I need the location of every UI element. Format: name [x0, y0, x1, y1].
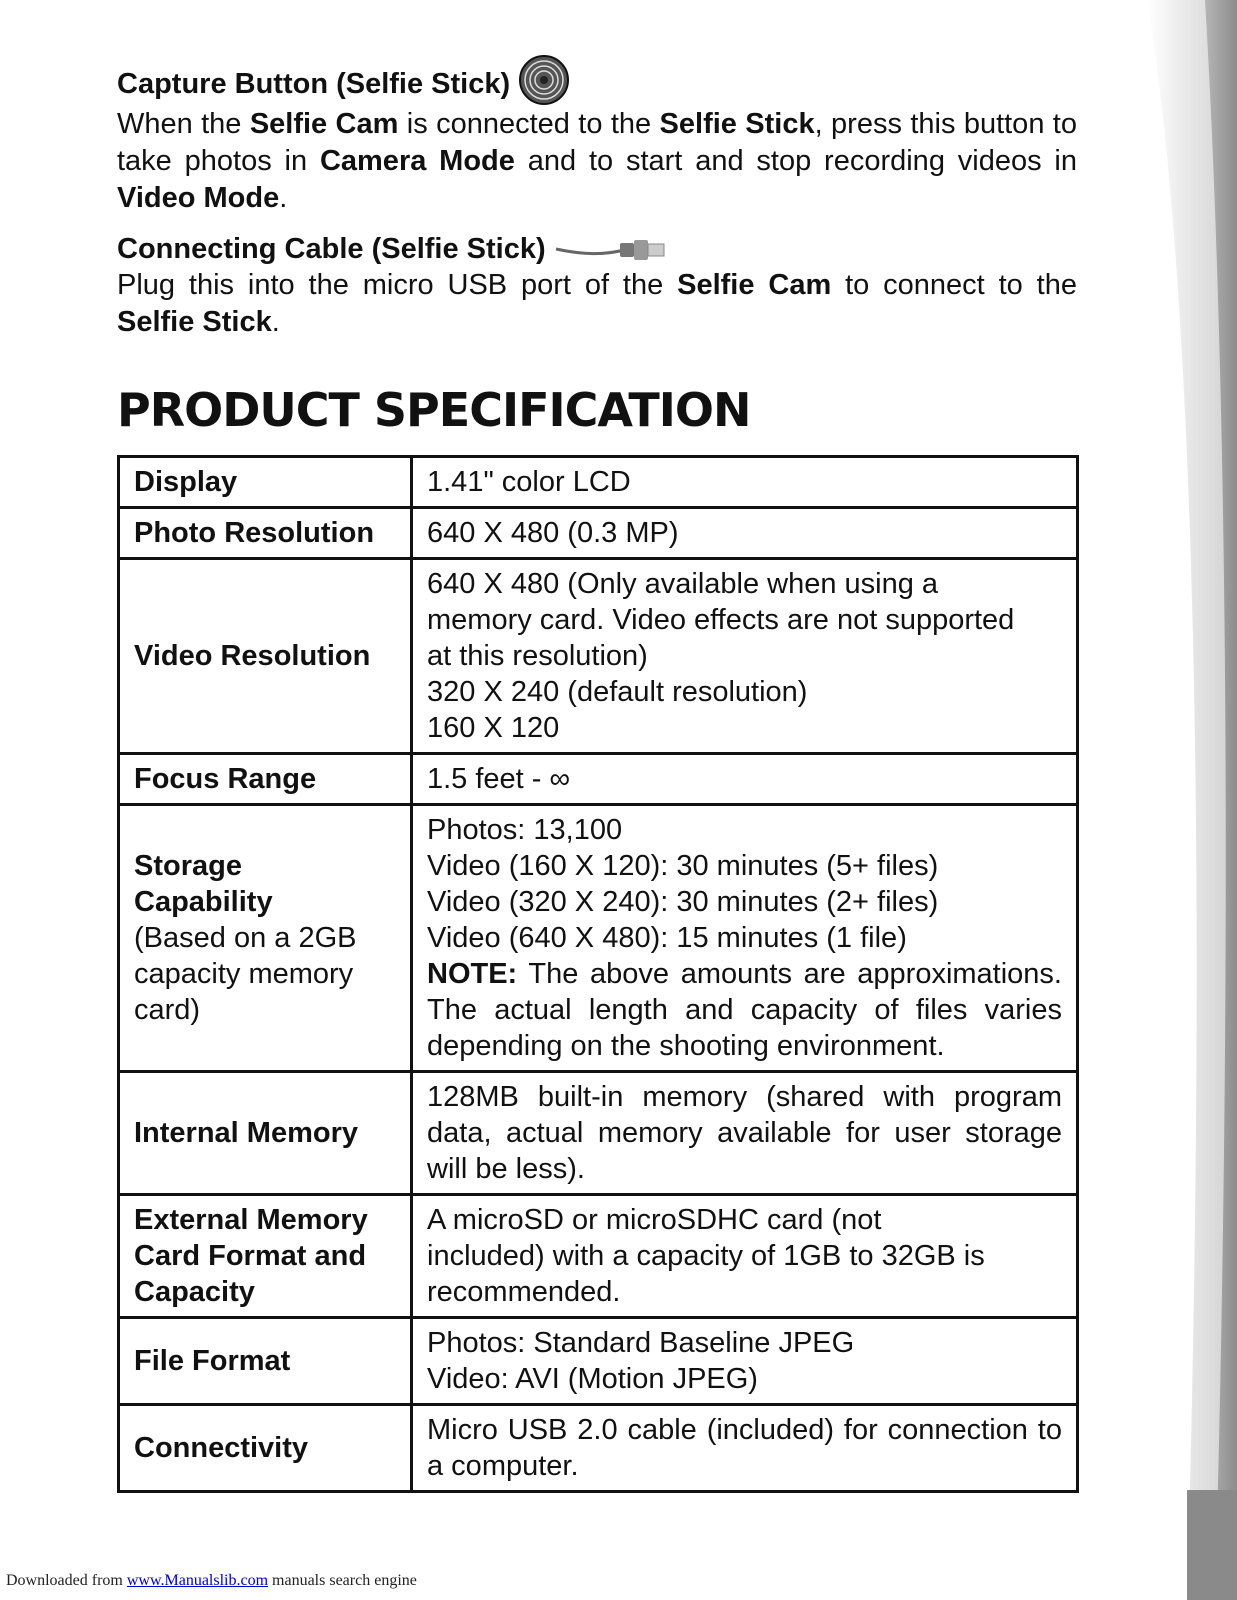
spec-value: [412, 1072, 1078, 1195]
bold-term: Selfie Stick: [659, 108, 815, 140]
connecting-cable-description: [117, 267, 1077, 341]
footer: [6, 1572, 417, 1590]
spec-value-line: 1.5 feet - ∞: [427, 763, 571, 795]
spec-label: [119, 559, 412, 754]
spec-value-line: 1.41" color LCD: [427, 466, 631, 498]
spec-note: [427, 956, 1062, 1064]
spec-label-line: External Memory: [134, 1204, 368, 1236]
text-run: When the: [117, 108, 250, 140]
text-run: is connected to the: [398, 108, 660, 140]
spec-value: [412, 1405, 1078, 1492]
spec-label: [119, 508, 412, 559]
spec-label-note: capacity memory: [134, 958, 354, 990]
spec-value-text: Micro USB 2.0 cable (included) for connection to a computer.: [427, 1414, 1062, 1482]
spec-label-line: Capability: [134, 886, 273, 918]
specification-table: [117, 455, 1079, 1493]
capture-button-icon: [518, 54, 570, 106]
spec-value: [412, 559, 1078, 754]
connecting-cable-title: [117, 231, 1077, 267]
capture-button-title: [117, 62, 1077, 106]
text-run: and to start and stop recording videos in: [514, 145, 1077, 177]
spec-value: [412, 805, 1078, 1072]
spec-label-line: Photo Resolution: [134, 517, 375, 549]
page-number: 5: [1107, 1522, 1123, 1552]
text-run: , press this button to take photos in: [117, 108, 1077, 177]
spec-value-line: Photos: Standard Baseline JPEG: [427, 1327, 855, 1359]
spec-label-note: (Based on a 2GB: [134, 922, 357, 954]
spec-label-line: Card Format and: [134, 1240, 367, 1272]
spec-row: [119, 1072, 1078, 1195]
spec-label-line: Connectivity: [134, 1432, 309, 1464]
spec-row: [119, 559, 1078, 754]
spec-label: [119, 805, 412, 1072]
note-label: NOTE:: [427, 958, 518, 990]
capture-button-description: [117, 106, 1077, 217]
bold-term: Selfie Cam: [677, 269, 832, 301]
spec-value-line: 640 X 480 (0.3 MP): [427, 517, 679, 549]
spec-row: [119, 457, 1078, 508]
spec-value-line: memory card. Video effects are not supported: [427, 604, 1015, 636]
spec-value-line: 640 X 480 (Only available when using a: [427, 568, 939, 600]
spec-value-line: Video (640 X 480): 15 minutes (1 file): [427, 922, 907, 954]
spec-row: [119, 1318, 1078, 1405]
spec-value-line: at this resolution): [427, 640, 648, 672]
spec-label-note: card): [134, 994, 201, 1026]
spec-label-line: Video Resolution: [134, 640, 371, 672]
connecting-cable-title-text: Connecting Cable (Selfie Stick): [117, 233, 546, 265]
spec-value-line: Photos: 13,100: [427, 814, 623, 846]
spec-label-line: File Format: [134, 1345, 291, 1377]
bold-term: Camera Mode: [319, 145, 515, 177]
spec-value-line: 320 X 240 (default resolution): [427, 676, 808, 708]
text-run: .: [279, 182, 288, 214]
capture-button-title-text: Capture Button (Selfie Stick): [117, 68, 511, 100]
spec-value: [412, 1195, 1078, 1318]
spec-value-line: recommended.: [427, 1276, 621, 1308]
spec-row: [119, 754, 1078, 805]
spec-label: [119, 1195, 412, 1318]
spec-label-line: Focus Range: [134, 763, 317, 795]
note-text: The above amounts are approximations. The actual length and capacity of files varies depending on the shooting environment.: [427, 958, 1062, 1062]
manualslib-link[interactable]: www.Manualslib.com: [126, 1572, 269, 1589]
bold-term: Selfie Stick: [117, 306, 272, 338]
spec-value: [412, 1318, 1078, 1405]
spec-value: [412, 457, 1078, 508]
spec-label: [119, 457, 412, 508]
spec-row: [119, 1195, 1078, 1318]
usb-cable-icon: [554, 233, 672, 265]
footer-suffix: manuals search engine: [268, 1572, 417, 1589]
bold-term: Video Mode: [117, 182, 280, 214]
bold-term: Selfie Cam: [249, 108, 399, 140]
spec-label-line: Storage: [134, 850, 242, 882]
spec-label: [119, 754, 412, 805]
page-content: [117, 62, 1077, 1493]
text-run: to connect to the: [831, 269, 1077, 301]
product-specification-heading: PRODUCT SPECIFICATION: [117, 383, 751, 437]
spec-label: [119, 1405, 412, 1492]
text-run: Plug this into the micro USB port of the: [117, 269, 678, 301]
spec-label-line: Display: [134, 466, 238, 498]
spec-value-line: Video (160 X 120): 30 minutes (5+ files): [427, 850, 939, 882]
text-run: .: [271, 306, 280, 338]
spec-value-text: 128MB built-in memory (shared with program data, actual memory available for user storage will be less).: [427, 1081, 1062, 1185]
footer-prefix: Downloaded from: [6, 1572, 127, 1589]
spec-value-line: Video: AVI (Motion JPEG): [427, 1363, 758, 1395]
spec-label: [119, 1318, 412, 1405]
spec-value: [412, 508, 1078, 559]
spec-row: [119, 508, 1078, 559]
spec-label: [119, 1072, 412, 1195]
spec-value-line: 160 X 120: [427, 712, 560, 744]
spec-label-line: Capacity: [134, 1276, 255, 1308]
page-edge-swoosh: [1087, 0, 1237, 1600]
spec-value-line: A microSD or microSDHC card (not: [427, 1204, 882, 1236]
spec-value-line: Video (320 X 240): 30 minutes (2+ files): [427, 886, 939, 918]
spec-row: [119, 1405, 1078, 1492]
spec-value-line: included) with a capacity of 1GB to 32GB is: [427, 1240, 985, 1272]
spec-label-line: Internal Memory: [134, 1117, 358, 1149]
spec-row: [119, 805, 1078, 1072]
spec-value: [412, 754, 1078, 805]
